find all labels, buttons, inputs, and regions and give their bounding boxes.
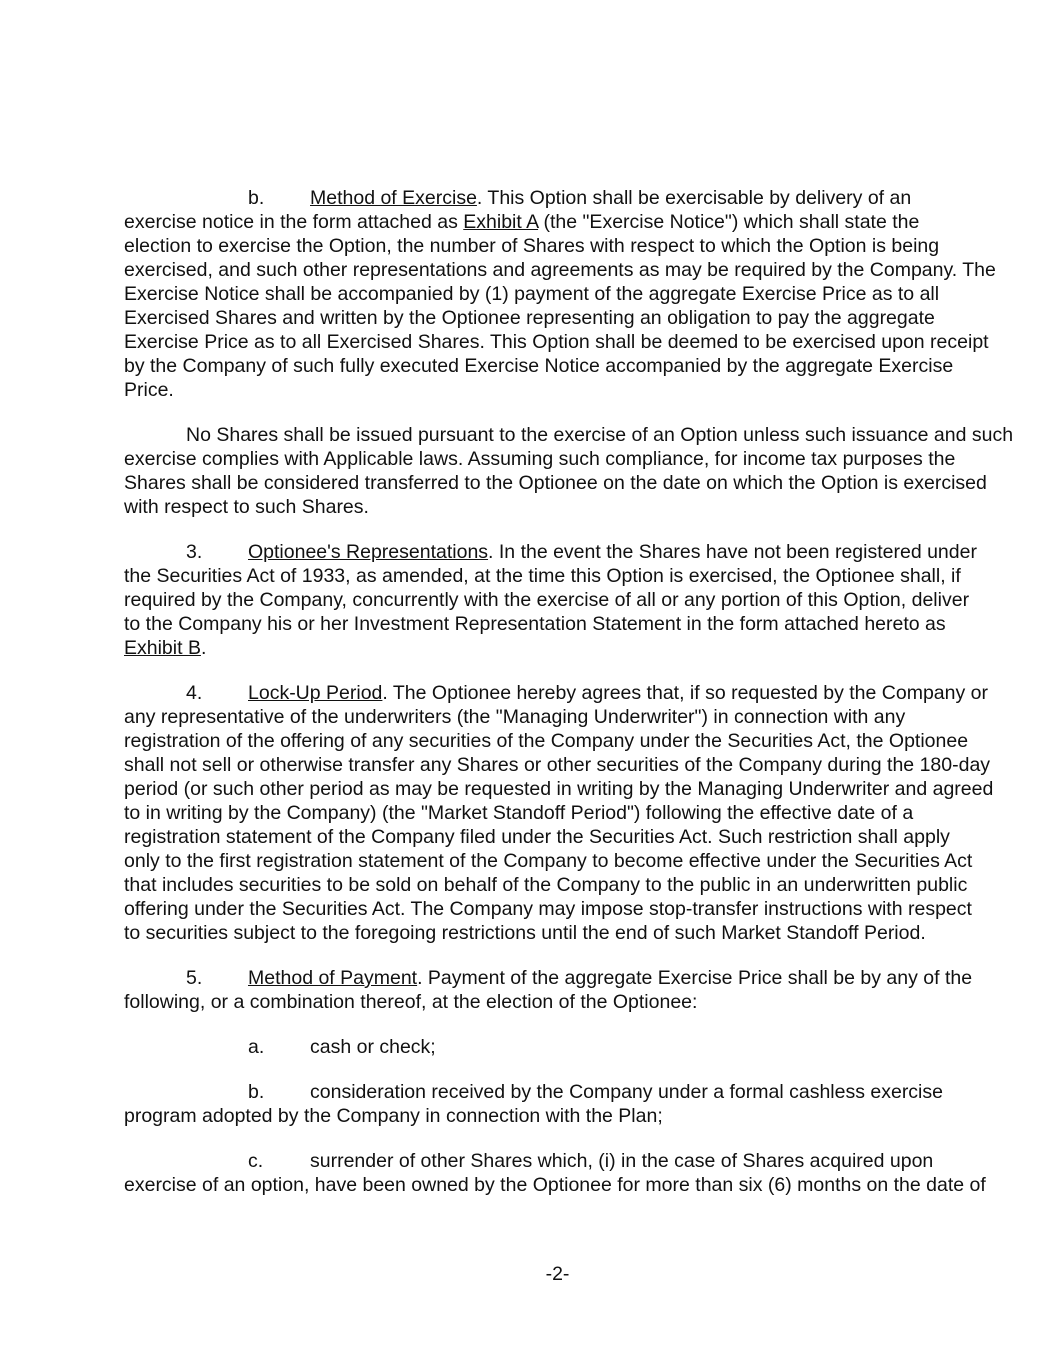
document-page bbox=[124, 186, 1014, 1218]
text-line: Exercise Price as to all Exercised Shares. This Option shall be deemed to be exercised upon receipt bbox=[124, 331, 989, 353]
text-line: . Payment of the aggregate Exercise Price shall be by any of the bbox=[417, 967, 973, 989]
text-line: cash or check; bbox=[310, 1036, 436, 1058]
text-line: registration statement of the Company filed under the Securities Act. Such restriction shall apply bbox=[124, 826, 950, 848]
section-heading: Optionee's Representations bbox=[248, 541, 489, 563]
paragraph-method-of-exercise bbox=[124, 186, 996, 402]
text-line: . In the event the Shares have not been registered under bbox=[488, 541, 977, 563]
page-number: -2- bbox=[545, 1263, 570, 1285]
text-line: . The Optionee hereby agrees that, if so requested by the Company or bbox=[382, 682, 988, 704]
text-line: with respect to such Shares. bbox=[124, 496, 369, 518]
text-line: surrender of other Shares which, (i) in the case of Shares acquired upon bbox=[310, 1150, 934, 1172]
text-line: only to the first registration statement of the Company to become effective under the Securities Act bbox=[124, 850, 973, 872]
paragraph-lock-up-period bbox=[124, 681, 994, 945]
section-heading: Method of Exercise bbox=[310, 187, 477, 209]
section-number: 3. bbox=[186, 541, 203, 563]
item-number: b. bbox=[248, 1081, 265, 1103]
text-line: exercise complies with Applicable laws. Assuming such compliance, for income tax purposes the bbox=[124, 448, 956, 470]
text-line: to securities subject to the foregoing restrictions until the end of such Market Standoff Period. bbox=[124, 922, 926, 944]
text-line: the Securities Act of 1933, as amended, at the time this Option is exercised, the Optionee shall, if bbox=[124, 565, 961, 587]
text-line: following, or a combination thereof, at the election of the Optionee: bbox=[124, 991, 698, 1013]
text-line: shall not sell or otherwise transfer any Shares or other securities of the Company during the 180-day bbox=[124, 754, 991, 776]
list-item-cashless-exercise bbox=[124, 1080, 969, 1128]
paragraph-method-of-payment bbox=[124, 966, 973, 1014]
section-heading: Lock-Up Period bbox=[248, 682, 383, 704]
item-number: c. bbox=[248, 1150, 264, 1172]
text-line: No Shares shall be issued pursuant to the exercise of an Option unless such issuance and such bbox=[186, 424, 1014, 446]
text-line: to in writing by the Company) (the "Market Standoff Period") following the effective date of a bbox=[124, 802, 914, 824]
paragraph-no-shares bbox=[124, 423, 1014, 519]
item-number: a. bbox=[248, 1036, 265, 1058]
exhibit-reference: Exhibit A bbox=[463, 211, 539, 233]
text-line: required by the Company, concurrently with the exercise of all or any portion of this Option, deliver bbox=[124, 589, 970, 611]
text-line: exercised, and such other representations and agreements as may be required by the Company. The bbox=[124, 259, 996, 281]
section-number: 5. bbox=[186, 967, 203, 989]
text-line: Exercise Notice shall be accompanied by (1) payment of the aggregate Exercise Price as to all bbox=[124, 283, 940, 305]
text-line: (the "Exercise Notice") which shall state the bbox=[538, 211, 920, 233]
text-line: any representative of the underwriters (the "Managing Underwriter") in connection with any bbox=[124, 706, 906, 728]
text-line: to the Company his or her Investment Representation Statement in the form attached hereto as bbox=[124, 613, 946, 635]
text-line: period (or such other period as may be requested in writing by the Managing Underwriter and agreed bbox=[124, 778, 994, 800]
item-number: b. bbox=[248, 187, 265, 209]
text-line: program adopted by the Company in connection with the Plan; bbox=[124, 1105, 663, 1127]
text-line: . This Option shall be exercisable by delivery of an bbox=[476, 187, 912, 209]
section-number: 4. bbox=[186, 682, 203, 704]
text-line: Price. bbox=[124, 379, 174, 401]
text-line: election to exercise the Option, the number of Shares with respect to which the Option is being bbox=[124, 235, 940, 257]
list-item-cash-or-check bbox=[124, 1035, 969, 1059]
exhibit-reference: Exhibit B bbox=[124, 637, 201, 659]
text-line: exercise of an option, have been owned by the Optionee for more than six (6) months on the date of bbox=[124, 1174, 986, 1196]
text-line: . bbox=[200, 637, 207, 659]
paragraph-optionee-representations bbox=[124, 540, 977, 660]
text-line: registration of the offering of any securities of the Company under the Securities Act, the Optionee bbox=[124, 730, 969, 752]
list-item-surrender-shares bbox=[124, 1149, 986, 1197]
text-line: consideration received by the Company under a formal cashless exercise bbox=[310, 1081, 943, 1103]
text-line: Shares shall be considered transferred to the Optionee on the date on which the Option is exercised bbox=[124, 472, 987, 494]
text-line: by the Company of such fully executed Exercise Notice accompanied by the aggregate Exercise bbox=[124, 355, 954, 377]
text-line: that includes securities to be sold on behalf of the Company to the public in an underwritten public bbox=[124, 874, 968, 896]
section-heading: Method of Payment bbox=[248, 967, 418, 989]
text-line: offering under the Securities Act. The Company may impose stop-transfer instructions with respect bbox=[124, 898, 972, 920]
text-line: Exercised Shares and written by the Optionee representing an obligation to pay the aggregate bbox=[124, 307, 935, 329]
text-line: exercise notice in the form attached as bbox=[124, 211, 464, 233]
